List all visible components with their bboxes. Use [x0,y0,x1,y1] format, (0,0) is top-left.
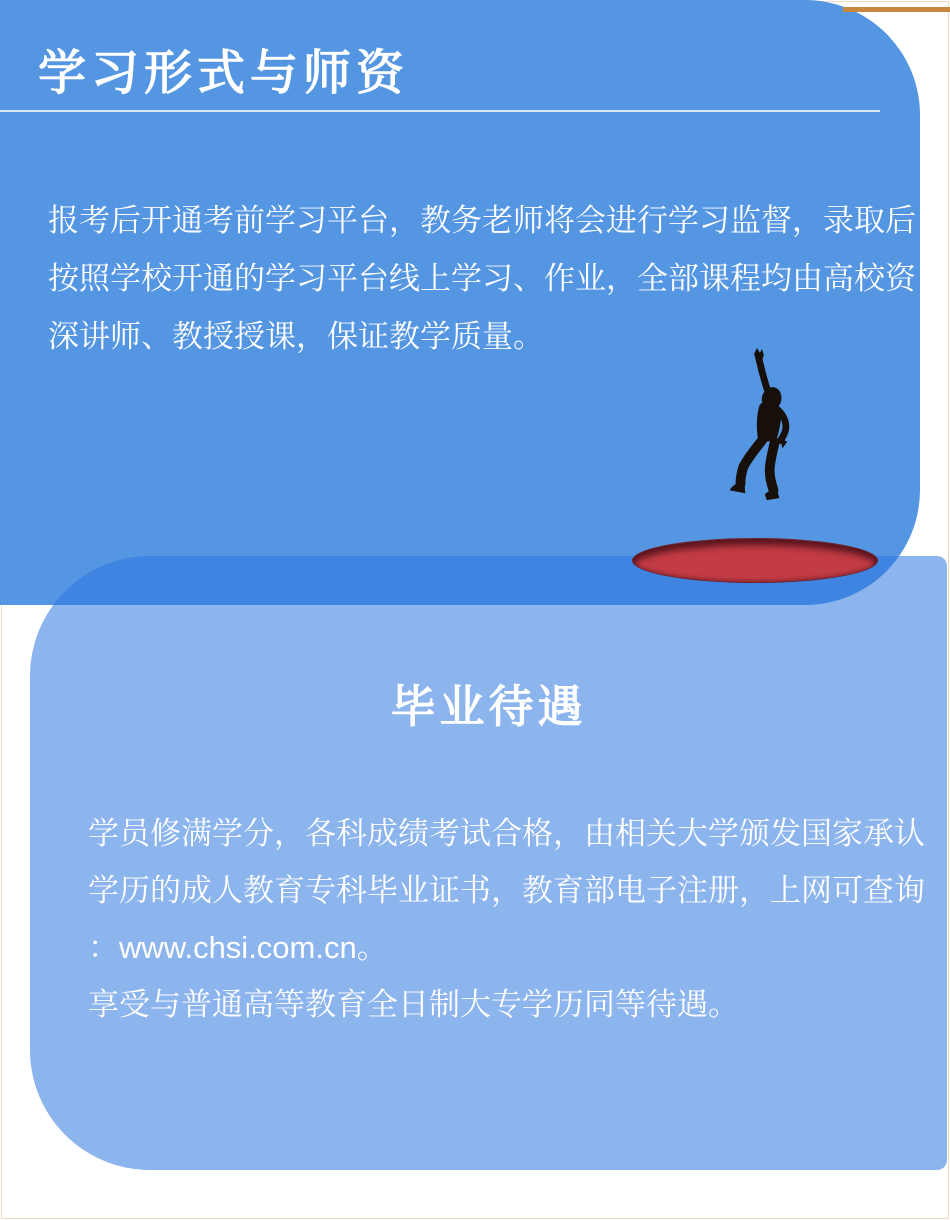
section-learning-title: 学习形式与师资 [38,47,410,100]
section-graduation-panel [30,556,947,1170]
body-line: 享受与普通高等教育全日制大专学历同等待遇。 [88,987,739,1022]
red-trampoline-ellipse [632,538,878,583]
section-graduation-body [88,805,928,1033]
body-line: 深讲师、教授授课，保证教学质量。 [48,319,544,354]
body-line: 学历的成人教育专科毕业证书，教育部电子注册，上网可查询 [88,873,925,908]
body-line chsi-url: ：www.chsi.com.cn。 [88,930,388,965]
body-line: 按照学校开通的学习平台线上学习、作业，全部课程均由高校资 [48,261,916,296]
jumping-person-silhouette [716,348,798,504]
body-line: 学员修满学分，各科成绩考试合格，由相关大学颁发国家承认 [88,816,925,851]
orange-accent-line [843,7,950,12]
jumping-person-svg [716,348,798,504]
section-graduation-title: 毕业待遇 [390,681,587,732]
title-underline-rule [0,110,880,112]
section-learning-body [48,192,916,366]
body-line: 报考后开通考前学习平台，教务老师将会进行学习监督，录取后 [48,203,916,238]
